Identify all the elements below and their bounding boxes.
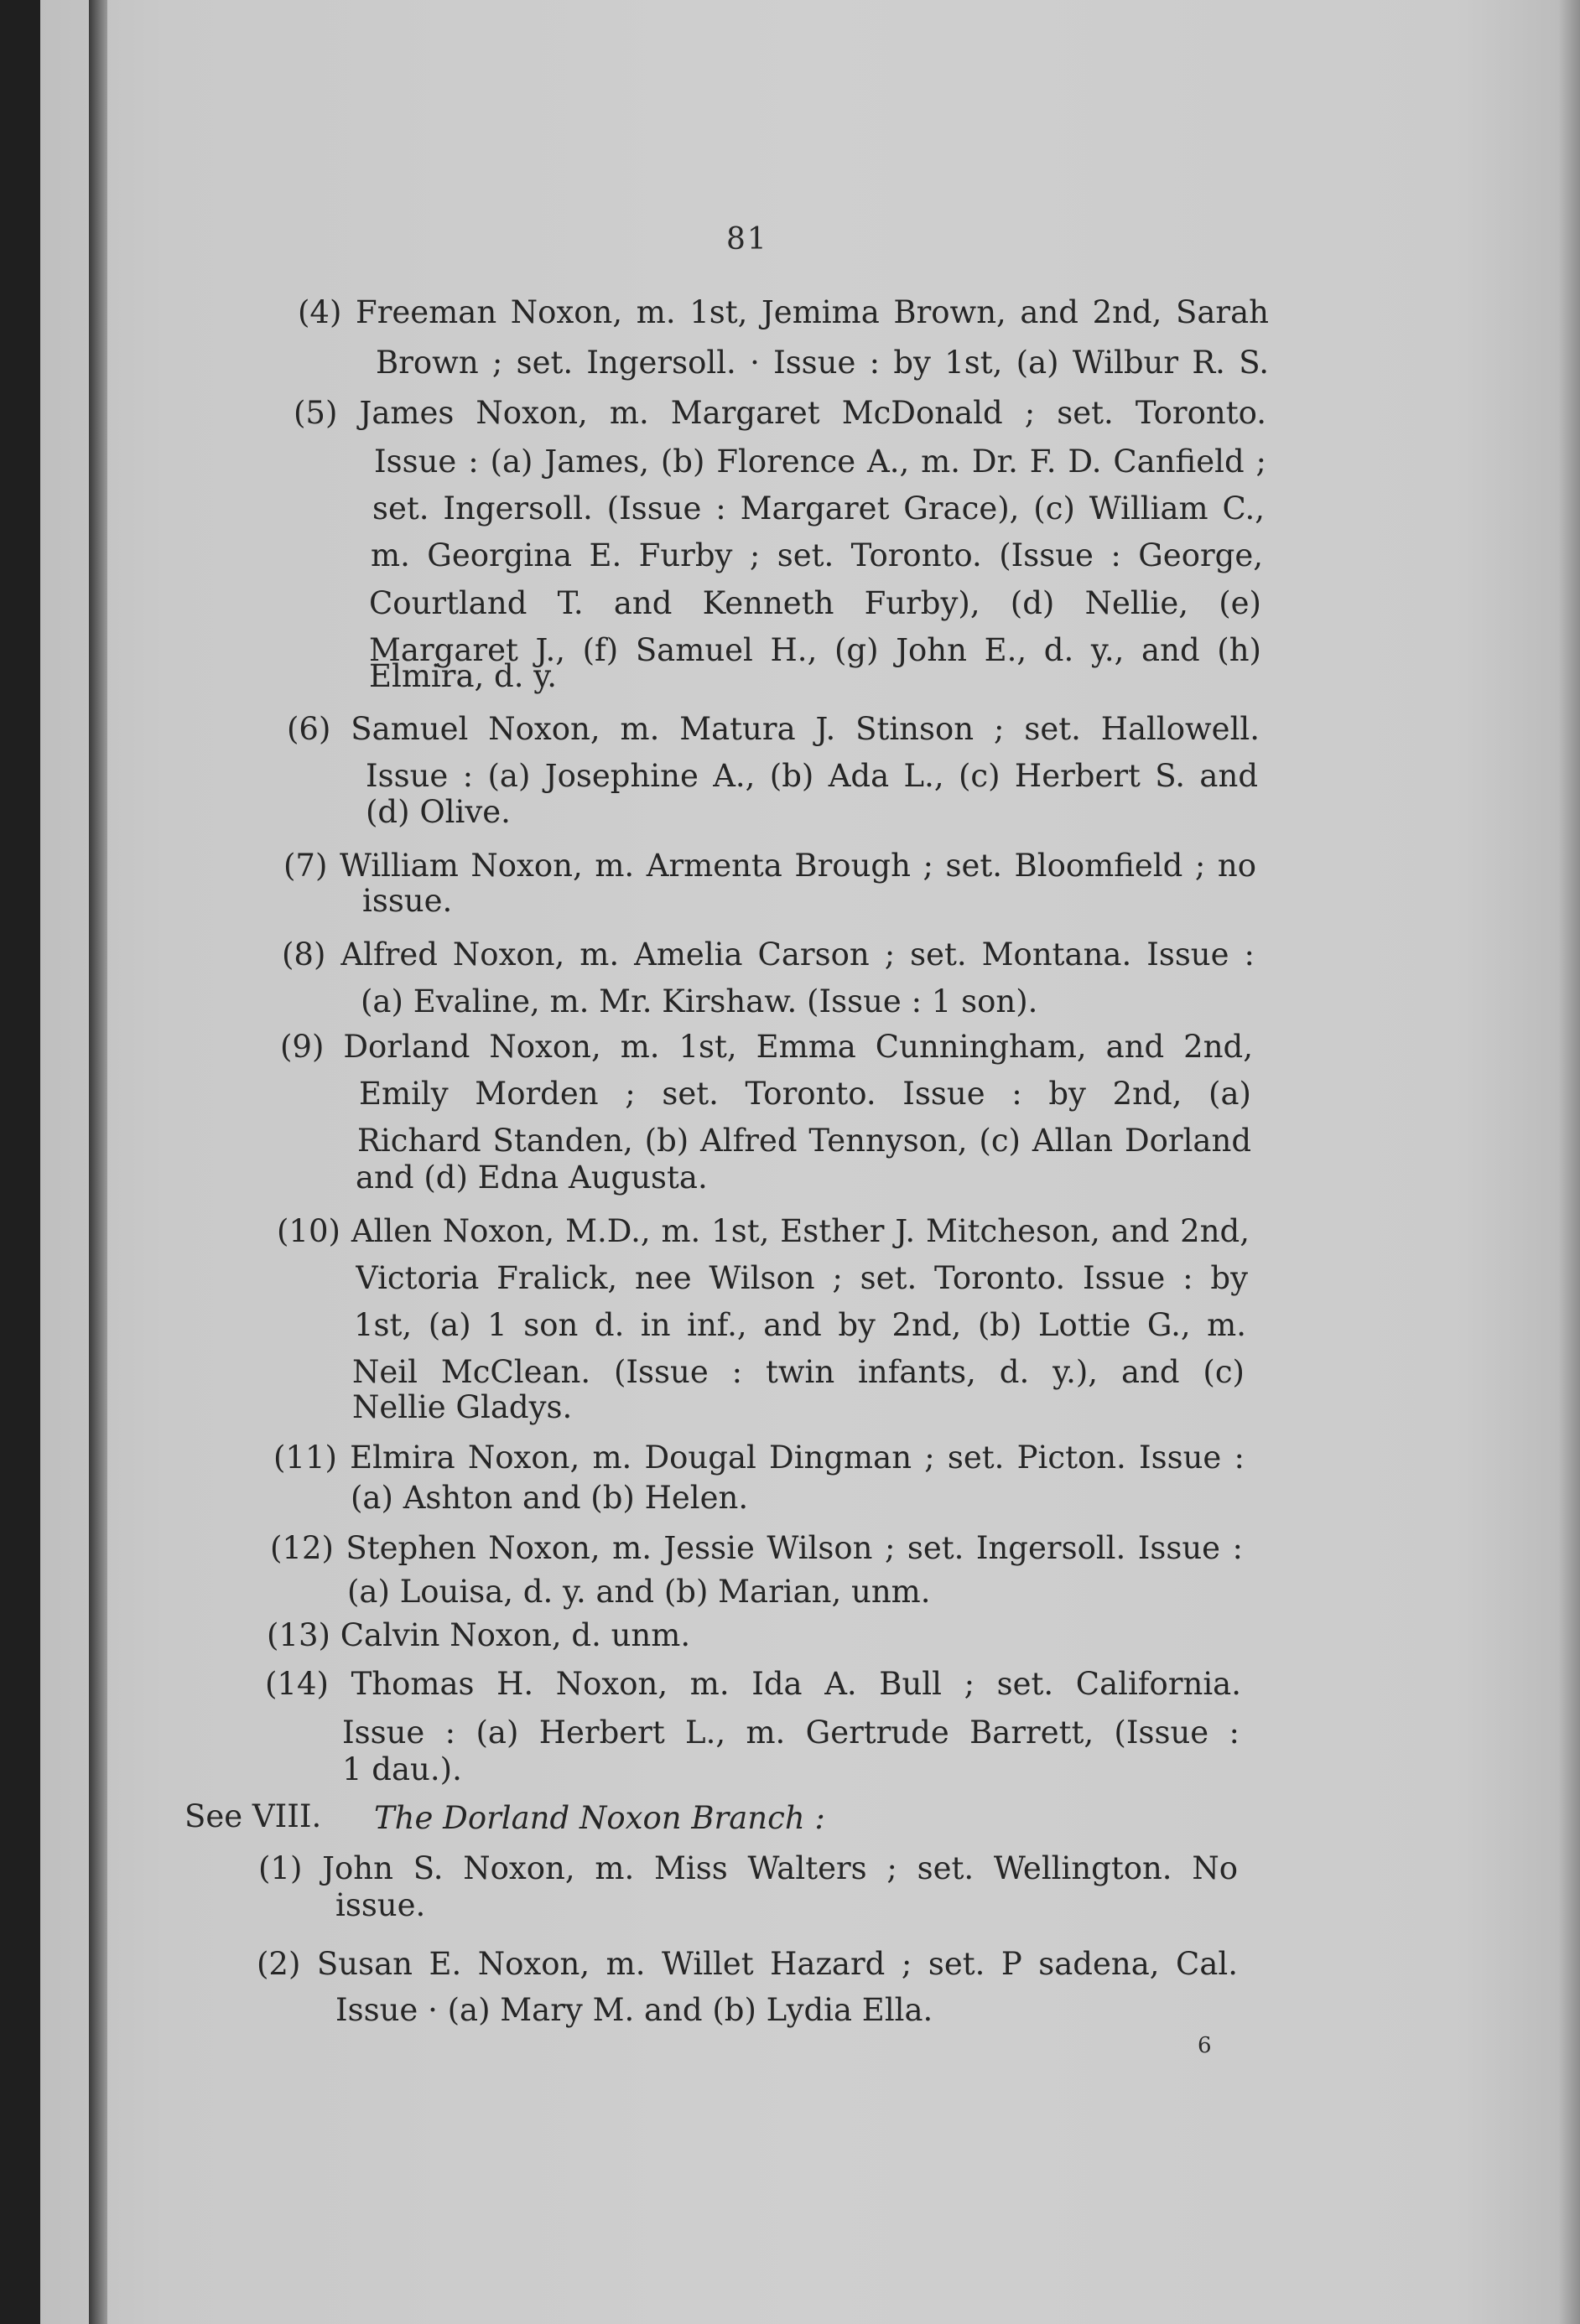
entry-11-line-2: (a) Ashton and (b) Helen. bbox=[351, 1480, 749, 1516]
entry-10-line-1: (10) Allen Noxon, M.D., m. 1st, Esther J. Mitcheson, and 2nd, bbox=[277, 1213, 1250, 1249]
entry-6-line-1: (6) Samuel Noxon, m. Matura J. Stinson ; set. Hallowell. bbox=[287, 711, 1260, 747]
entry-5-line-7: Elmira, d. y. bbox=[369, 658, 557, 694]
branch-1-line-2: issue. bbox=[335, 1887, 426, 1923]
entry-10-line-4: Neil McClean. (Issue : twin infants, d. y.), and (c) bbox=[352, 1354, 1245, 1390]
branch-2-line-1: (2) Susan E. Noxon, m. Willet Hazard ; set. P sadena, Cal. bbox=[257, 1946, 1238, 1982]
entry-8-line-1: (8) Alfred Noxon, m. Amelia Carson ; set. Montana. Issue : bbox=[282, 936, 1255, 973]
entry-7-line-1: (7) William Noxon, m. Armenta Brough ; set. Bloomfield ; no bbox=[283, 848, 1256, 884]
entry-13-line-1: (13) Calvin Noxon, d. unm. bbox=[267, 1617, 691, 1653]
page-number: 81 bbox=[726, 222, 768, 257]
entry-14-line-1: (14) Thomas H. Noxon, m. Ida A. Bull ; set. California. bbox=[265, 1666, 1241, 1702]
entry-9-line-2: Emily Morden ; set. Toronto. Issue : by 2nd, (a) bbox=[359, 1076, 1251, 1112]
entry-6-line-3: (d) Olive. bbox=[366, 794, 511, 830]
entry-12-line-2: (a) Louisa, d. y. and (b) Marian, unm. bbox=[347, 1574, 931, 1610]
entry-4-line-1: (4) Freeman Noxon, m. 1st, Jemima Brown, and 2nd, Sarah bbox=[298, 294, 1269, 330]
entry-9-line-1: (9) Dorland Noxon, m. 1st, Emma Cunningham, and 2nd, bbox=[280, 1029, 1253, 1065]
section-viii-title: The Dorland Noxon Branch : bbox=[374, 1800, 825, 1836]
entry-5-line-4: m. Georgina E. Furby ; set. Toronto. (Issue : George, bbox=[371, 537, 1263, 573]
entry-10-line-5: Nellie Gladys. bbox=[352, 1389, 573, 1425]
entry-12-line-1: (12) Stephen Noxon, m. Jessie Wilson ; set. Ingersoll. Issue : bbox=[270, 1530, 1243, 1566]
entry-14-line-3: 1 dau.). bbox=[342, 1751, 462, 1787]
entry-10-line-2: Victoria Fralick, nee Wilson ; set. Toronto. Issue : by bbox=[356, 1260, 1248, 1296]
branch-2-line-2: Issue · (a) Mary M. and (b) Lydia Ella. bbox=[335, 1992, 933, 2028]
branch-1-line-1: (1) John S. Noxon, m. Miss Walters ; set. Wellington. No bbox=[258, 1850, 1238, 1886]
entry-11-line-1: (11) Elmira Noxon, m. Dougal Dingman ; set. Picton. Issue : bbox=[273, 1440, 1245, 1476]
entry-5-line-6: Margaret J., (f) Samuel H., (g) John E., d. y., and (h) bbox=[369, 632, 1261, 668]
entry-7-line-2: issue. bbox=[362, 883, 453, 919]
entry-9-line-4: and (d) Edna Augusta. bbox=[356, 1159, 708, 1196]
entry-5-line-1: (5) James Noxon, m. Margaret McDonald ; set. Toronto. bbox=[294, 395, 1266, 431]
entry-10-line-3: 1st, (a) 1 son d. in inf., and by 2nd, (b) Lottie G., m. bbox=[354, 1307, 1246, 1343]
entry-6-line-2: Issue : (a) Josephine A., (b) Ada L., (c) Herbert S. and bbox=[366, 758, 1258, 794]
entry-8-line-2: (a) Evaline, m. Mr. Kirshaw. (Issue : 1 son). bbox=[361, 983, 1038, 1019]
entry-14-line-2: Issue : (a) Herbert L., m. Gertrude Barrett, (Issue : bbox=[342, 1714, 1240, 1751]
entry-5-line-5: Courtland T. and Kenneth Furby), (d) Nellie, (e) bbox=[369, 585, 1261, 621]
entry-9-line-3: Richard Standen, (b) Alfred Tennyson, (c) Allan Dorland bbox=[357, 1123, 1251, 1159]
signature-mark: 6 bbox=[1198, 2033, 1212, 2058]
entry-5-line-3: set. Ingersoll. (Issue : Margaret Grace), (c) William C., bbox=[372, 490, 1265, 527]
section-viii-heading bbox=[374, 1799, 825, 1838]
entry-4-line-2: Brown ; set. Ingersoll. · Issue : by 1st, (a) Wilbur R. S. bbox=[376, 345, 1269, 381]
section-viii-label: See VIII. bbox=[185, 1798, 322, 1834]
entry-5-line-2: Issue : (a) James, (b) Florence A., m. Dr. F. D. Canfield ; bbox=[374, 444, 1266, 480]
